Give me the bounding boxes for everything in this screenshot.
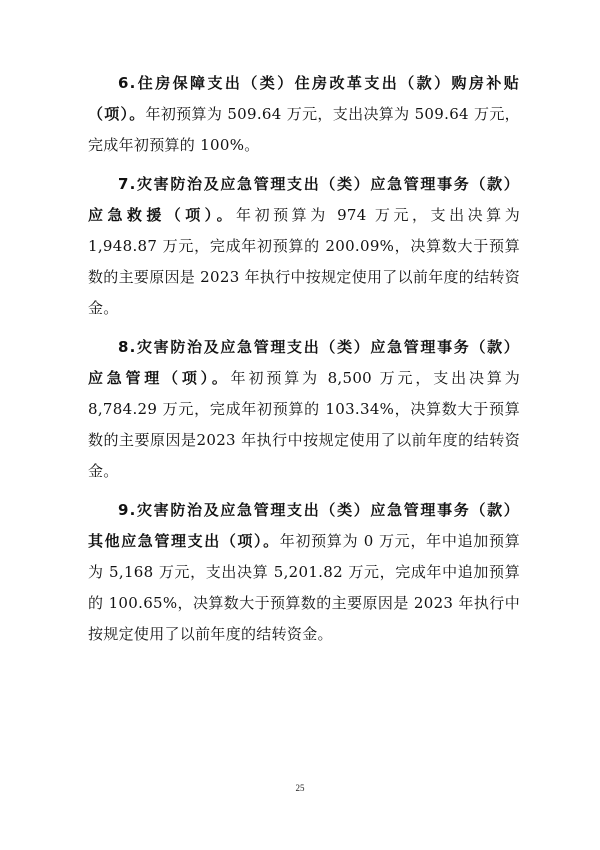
paragraph-heading: 6.住房保障支出（类）住房改革支出（款）购房补贴（项）。 xyxy=(88,74,520,123)
paragraph-heading: 9.灾害防治及应急管理支出（类）应急管理事务（款）其他应急管理支出（项）。 xyxy=(88,501,520,550)
document-body xyxy=(88,68,520,658)
paragraph-item-6 xyxy=(88,68,520,161)
paragraph-heading: 8.灾害防治及应急管理支出（类）应急管理事务（款）应急管理（项）。 xyxy=(88,338,520,387)
paragraph-item-8 xyxy=(88,332,520,487)
paragraph-heading: 7.灾害防治及应急管理支出（类）应急管理事务（款）应急救援（项）。 xyxy=(88,175,520,224)
paragraph-text: 年初预算为 0 万元，年中追加预算为 5,168 万元，支出决算 5,201.82 万元，完成年中追加预算的 100.65%，决算数大于预算数的主要原因是 2023 年执行中按规定使用了以前年度的结转资金。 xyxy=(88,532,520,643)
paragraph-text: 年初预算为 974 万元，支出决算为 1,948.87 万元，完成年初预算的 200.09%，决算数大于预算数的主要原因是 2023 年执行中按规定使用了以前年度的结转资金。 xyxy=(88,206,521,317)
page-number: 25 xyxy=(295,783,305,793)
paragraph-item-9 xyxy=(88,495,520,650)
paragraph-text: 年初预算为 509.64 万元，支出决算为 509.64 万元，完成年初预算的 100%。 xyxy=(88,105,520,154)
paragraph-text: 年初预算为 8,500 万元，支出决算为 8,784.29 万元，完成年初预算的 103.34%，决算数大于预算数的主要原因是2023 年执行中按规定使用了以前年度的结转资金。 xyxy=(88,369,520,480)
paragraph-item-7 xyxy=(88,169,520,324)
